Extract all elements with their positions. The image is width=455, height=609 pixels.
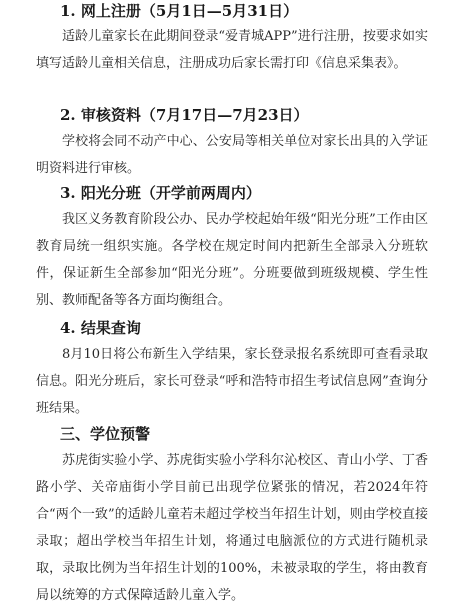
heading-online-registration: 1. 网上注册（5月1日—5月31日） <box>60 2 299 20</box>
heading-document-review: 2. 审核资料（7月17日—7月23日） <box>60 106 309 124</box>
heading-sunshine-class-assignment: 3. 阳光分班（开学前两周内） <box>60 184 261 202</box>
paragraph-document-review: 学校将会同不动产中心、公安局等相关单位对家长出具的入学证明资料进行审核。 <box>36 134 428 176</box>
heading-seat-warning: 三、学位预警 <box>60 425 151 443</box>
paragraph-online-registration: 适龄儿童家长在此期间登录“爱青城APP”进行注册，按要求如实填写适龄儿童相关信息，注册成功后家长需打印《信息采集表》。 <box>36 29 428 71</box>
paragraph-result-query: 8月10日将公布新生入学结果，家长登录报名系统即可查看录取信息。阳光分班后，家长可登录“呼和浩特市招生考试信息网”查询分班结果。 <box>36 347 428 416</box>
heading-result-query: 4. 结果查询 <box>60 319 141 337</box>
paragraph-seat-warning: 苏虎街实验小学、苏虎街实验小学科尔沁校区、青山小学、丁香路小学、关帝庙街小学目前已出现学位紧张的情况，若2024年符合“两个一致”的适龄儿童若未超过学校当年招生计划，则由学校直接录取；超出学校当年招生计划，将通过电脑派位的方式进行随机录取，录取比例为当年招生计划的100%，未被录取的学生，将由教育局以统筹的方式保障适龄儿童入学。 <box>36 453 428 603</box>
paragraph-sunshine-class-assignment: 我区义务教育阶段公办、民办学校起始年级“阳光分班”工作由区教育局统一组织实施。各学校在规定时间内把新生全部录入分班软件，保证新生全部参加“阳光分班”。分班要做到班级规模、学生性别、教师配备等各方面均衡组合。 <box>36 212 428 308</box>
